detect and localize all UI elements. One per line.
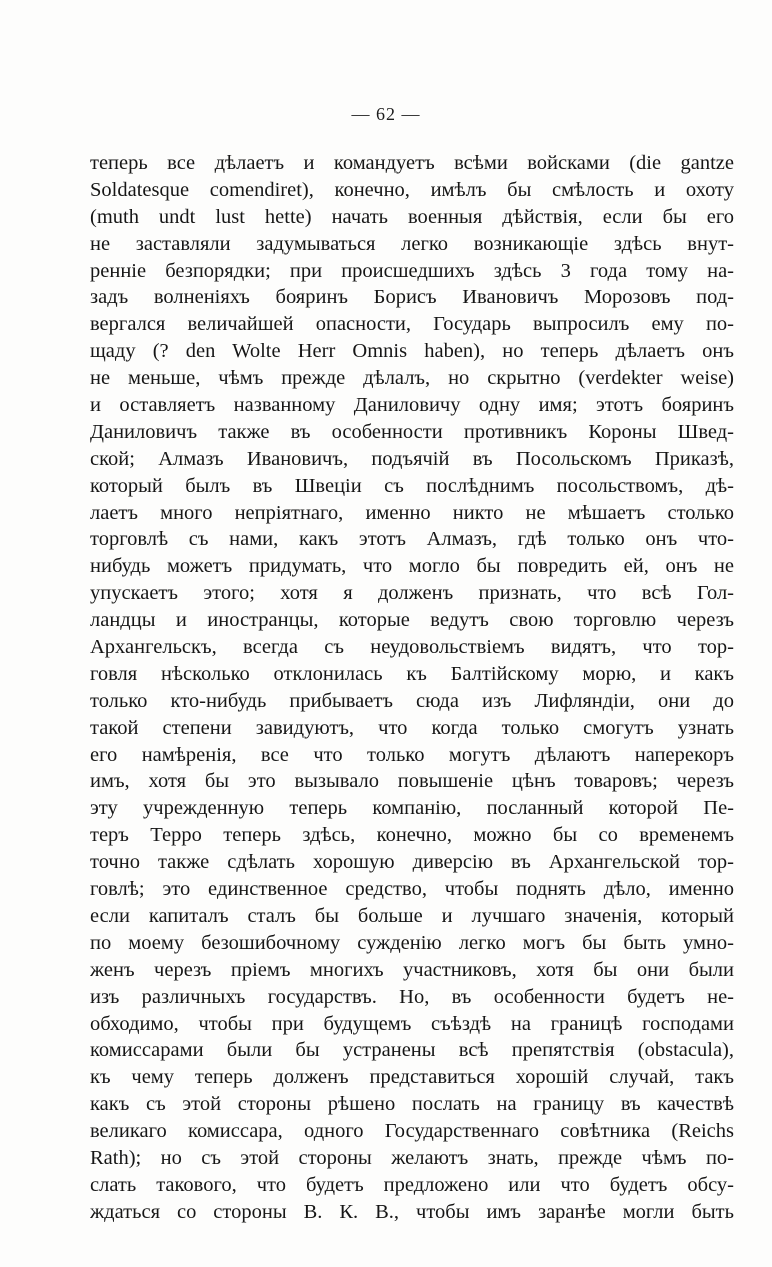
text-line: и оставляетъ названному Даниловичу одну имя; этотъ бояринъ	[90, 394, 734, 417]
text-line: торговлѣ съ нами, какъ этотъ Алмазъ, гдѣ только онъ что-	[90, 528, 734, 551]
text-line: только кто-нибудь прибываетъ сюда изъ Лифляндіи, они до	[90, 689, 734, 712]
text-line: имъ, хотя бы это вызывало повышеніе цѣнъ товаровъ; черезъ	[90, 770, 734, 793]
text-line: обходимо, чтобы при будущемъ съѣздѣ на границѣ господами	[90, 1012, 734, 1035]
text-line: эту учрежденную теперь компанію, посланный которой Пе-	[90, 797, 734, 820]
text-line: теръ Терро теперь здѣсь, конечно, можно бы со временемъ	[90, 824, 734, 847]
text-line: слать такового, что будетъ предложено или что будетъ обсу-	[90, 1173, 734, 1196]
text-line: Rath); но съ этой стороны желаютъ знать, прежде чѣмъ по-	[90, 1146, 734, 1169]
text-line: ренніе безпорядки; при происшедшихъ здѣсь 3 года тому на-	[90, 259, 734, 282]
text-line: не меньше, чѣмъ прежде дѣлалъ, но скрытно (verdekter weise)	[90, 367, 734, 390]
text-line: (muth undt lust hette) начать военныя дѣйствія, если бы его	[90, 205, 734, 228]
text-line: какъ съ этой стороны рѣшено послать на границу въ качествѣ	[90, 1093, 734, 1116]
text-line: вергался величайшей опасности, Государь выпросилъ ему по-	[90, 313, 734, 336]
body-text	[90, 150, 734, 1226]
text-line: Архангельскъ, всегда съ неудовольствіемъ видятъ, что тор-	[90, 636, 734, 659]
text-line: великаго комиссара, одного Государственнаго совѣтника (Reichs	[90, 1120, 734, 1143]
page-number: — 62 —	[351, 104, 421, 124]
text-line: говля нѣсколько отклонилась къ Балтійскому морю, и какъ	[90, 662, 734, 685]
text-line: Даниловичъ также въ особенности противникъ Короны Швед-	[90, 420, 734, 443]
text-line: ландцы и иностранцы, которые ведутъ свою торговлю черезъ	[90, 609, 734, 632]
text-line: щаду (? den Wolte Herr Omnis haben), но теперь дѣлаетъ онъ	[90, 340, 734, 363]
text-line: не заставляли задумываться легко возникающіе здѣсь внут-	[90, 232, 734, 255]
text-line: такой степени завидуютъ, что когда только смогутъ узнать	[90, 716, 734, 739]
text-line: изъ различныхъ государствъ. Но, въ особенности будетъ не-	[90, 985, 734, 1008]
text-line: къ чему теперь долженъ представиться хорошій случай, такъ	[90, 1066, 734, 1089]
text-line: ждаться со стороны В. К. В., чтобы имъ заранѣе могли быть	[90, 1200, 734, 1223]
text-line: лаетъ много непріятнаго, именно никто не мѣшаетъ столько	[90, 501, 734, 524]
text-line: его намѣренія, все что только могутъ дѣлаютъ наперекоръ	[90, 743, 734, 766]
text-line: точно также сдѣлать хорошую диверсію въ Архангельской тор-	[90, 851, 734, 874]
text-line: задъ волненіяхъ бояринъ Борисъ Ивановичъ Морозовъ под-	[90, 286, 734, 309]
text-line: по моему безошибочному сужденію легко могъ бы быть умно-	[90, 931, 734, 954]
text-line: теперь все дѣлаетъ и командуетъ всѣми войсками (die gantze	[90, 152, 734, 174]
text-line: нибудь можетъ придумать, что могло бы повредить ей, онъ не	[90, 555, 734, 578]
text-line: комиссарами были бы устранены всѣ препятствія (obstacula),	[90, 1039, 734, 1062]
text-line: если капиталъ сталъ бы больше и лучшаго значенія, который	[90, 904, 734, 927]
text-line: женъ черезъ пріемъ многихъ участниковъ, хотя бы они были	[90, 958, 734, 981]
text-line: говлѣ; это единственное средство, чтобы поднять дѣло, именно	[90, 878, 734, 901]
text-line: который былъ въ Швеціи съ послѣднимъ посольствомъ, дѣ-	[90, 474, 734, 497]
text-line: Soldatesque comendiret), конечно, имѣлъ бы смѣлость и охоту	[90, 178, 734, 201]
text-line: упускаетъ этого; хотя я долженъ признать, что всѣ Гол-	[90, 582, 734, 605]
text-line: ской; Алмазъ Ивановичъ, подъячій въ Посольскомъ Приказѣ,	[90, 447, 734, 470]
